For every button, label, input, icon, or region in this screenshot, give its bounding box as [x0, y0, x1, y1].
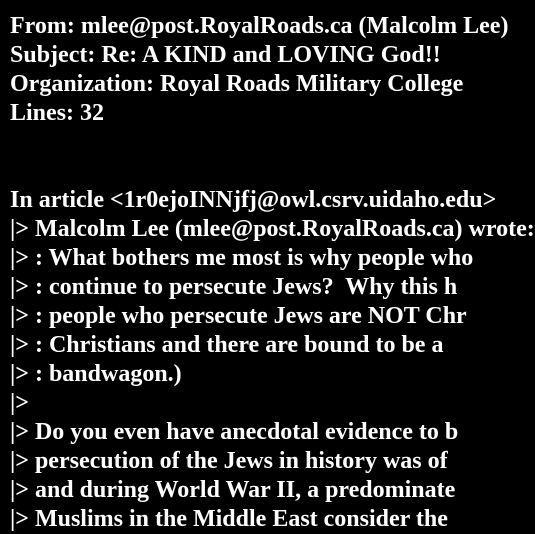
body-line-quoted-attribution: |> Malcolm Lee (mlee@post.RoyalRoads.ca) wrote: — [10, 216, 535, 242]
body-line-quoted: |> : people who persecute Jews are NOT Chr — [10, 303, 467, 329]
header-lines: Lines: 32 — [10, 100, 105, 126]
body-line-quoted: |> : What bothers me most is why people who — [10, 245, 474, 271]
body-line-quoted: |> persecution of the Jews in history was of — [10, 448, 448, 474]
body-line-quoted: |> Muslims in the Middle East consider the — [10, 506, 448, 532]
body-line-quoted: |> and during World War II, a predominate — [10, 477, 456, 503]
body-line-quoted: |> : bandwagon.) — [10, 361, 182, 387]
body-line-quoted: |> : continue to persecute Jews? Why this h — [10, 274, 458, 300]
header-subject: Subject: Re: A KIND and LOVING God!! — [10, 42, 441, 68]
body-line-quoted: |> Do you even have anecdotal evidence to b — [10, 419, 459, 445]
header-from: From: mlee@post.RoyalRoads.ca (Malcolm Lee) — [10, 13, 509, 39]
header-organization: Organization: Royal Roads Military College — [10, 71, 464, 97]
body-line-attribution: In article <1r0ejoINNjfj@owl.csrv.uidaho.edu> — [10, 187, 497, 213]
body-line-quote-marker: |> — [10, 390, 29, 416]
body-line-quoted: |> : Christians and there are bound to be a — [10, 332, 444, 358]
